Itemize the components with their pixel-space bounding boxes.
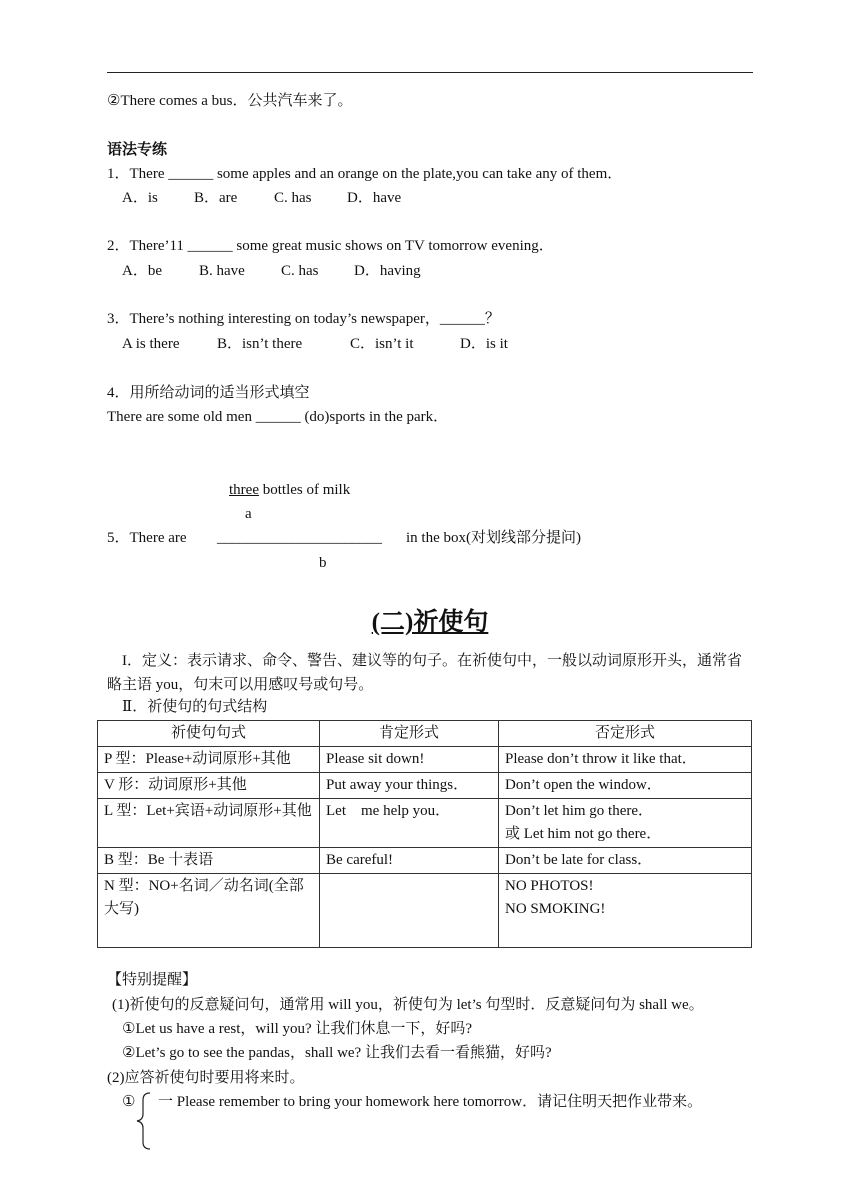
q2-option-c: C. has [281,263,319,279]
grammar-heading: 语法专练 [107,142,168,158]
table-row [98,848,752,874]
q2-option-b: B. have [199,263,245,279]
q1-option-b: B．are [194,190,238,206]
q2-option-a: A．be [122,263,162,279]
note-1-example-a: ①Let us have a rest，will you? 让我们休息一下，好吗? [122,1021,473,1037]
positive-cell: Let me help you． [320,799,499,848]
phrase-rest: bottles of milk [258,482,351,498]
question-5-blank: ______________________ [217,530,382,546]
table-header-row [98,721,752,747]
pattern-cell: L 型：Let+宾语+动词原形+其他 [98,799,320,848]
mark-a: a [245,506,252,522]
negative-line: Don’t let him go there． [505,803,654,819]
negative-line: 或 Let him not go there． [505,826,662,842]
q1-option-c: C. has [274,190,312,206]
imperative-table [97,720,752,948]
q1-option-a: A．is [122,190,158,206]
section-title-text: (二)祈使句 [371,609,489,636]
pattern-cell: P 型：Please+动词原形+其他 [98,747,320,773]
table-row [98,874,752,948]
q3-option-b: B．isn’t there [217,336,303,352]
note-2-number: ① [122,1094,136,1110]
question-4-line: There are some old men ______ (do)sports in the park． [107,409,449,425]
positive-cell: Be careful! [320,848,499,874]
top-divider [107,72,753,73]
note-1-example-b: ②Let’s go to see the pandas，shall we? 让我们去看一看熊猫，好吗? [122,1045,552,1061]
notes-heading: 【特别提醒】 [107,972,198,988]
q3-option-a: A is there [122,336,180,352]
note-2-example: 一 Please remember to bring your homework here tomorrow．请记住明天把作业带来。 [158,1094,703,1110]
question-5-prefix: 5．There are [107,530,187,546]
definition-paragraph: I．定义：表示请求、命令、警告、建议等的句子。在祈使句中，一般以动词原形开头，通常省略主语 you，句末可以用感叹号或句号。 [107,653,742,693]
underlined-word: three [229,482,259,498]
q2-option-d: D．having [354,263,421,279]
note-1: (1)祈使句的反意疑问句，通常用 will you，祈使句为 let’s 句型时．反意疑问句为 shall we。 [112,997,704,1013]
section-title [0,606,860,640]
negative-cell: Please don’t throw it like that． [499,747,752,773]
table-row [98,747,752,773]
pattern-cell: N 型：NO+名词／动名词(全部大写) [98,874,320,948]
question-1-stem: 1．There ______ some apples and an orange on the plate,you can take any of them． [107,166,623,182]
header-positive: 肯定形式 [320,721,499,747]
mark-b: b [319,555,327,571]
note-2: (2)应答祈使句时要用将来时。 [107,1070,305,1086]
q3-option-c: C．isn’t it [350,336,414,352]
left-brace-icon [134,1090,154,1152]
question-4-stem: 4．用所给动词的适当形式填空 [107,385,310,401]
pattern-cell: V 形：动词原形+其他 [98,773,320,799]
header-pattern: 祈使句句式 [98,721,320,747]
q1-option-d: D．have [347,190,402,206]
positive-cell: Please sit down! [320,747,499,773]
negative-line: NO PHOTOS! [505,878,594,894]
negative-cell: Don’t be late for class． [499,848,752,874]
question-5-suffix: in the box(对划线部分提问) [406,530,581,546]
negative-line: NO SMOKING! [505,901,606,917]
negative-cell [499,874,752,948]
positive-cell: Put away your things． [320,773,499,799]
positive-cell [320,874,499,948]
question-3-stem: 3．There’s nothing interesting on today’s newspaper，______？ [107,311,500,327]
table-row [98,773,752,799]
header-negative: 否定形式 [499,721,752,747]
structure-heading: Ⅱ．祈使句的句式结构 [122,699,268,715]
negative-cell: Don’t open the window． [499,773,752,799]
top-example: ②There comes a bus．公共汽车来了。 [107,93,353,109]
pattern-cell: B 型：Be 十表语 [98,848,320,874]
question-5-phrase [229,480,350,500]
question-2-stem: 2．There’11 ______ some great music shows on TV tomorrow evening． [107,238,554,254]
table-row [98,799,752,848]
negative-cell [499,799,752,848]
q3-option-d: D．is it [460,336,508,352]
